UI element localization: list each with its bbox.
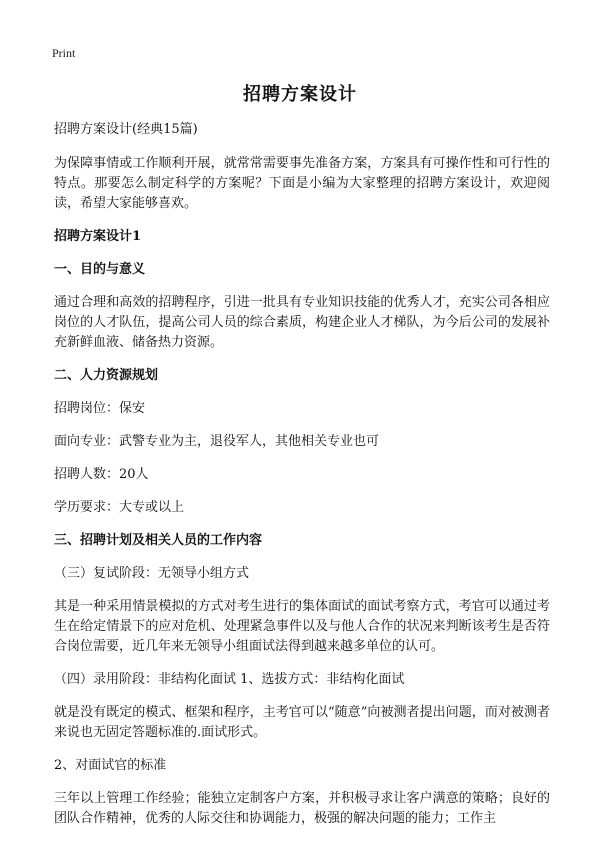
stage-four: （四）录用阶段：非结构化面试 1、选拔方式：非结构化面试 [54,672,405,687]
section-title: 招聘方案设计1 [54,229,142,244]
heading-hr-planning: 二、人力资源规划 [54,368,159,383]
interviewer-standard-paragraph: 三年以上管理工作经验；能独立定制客户方案，并积极寻求让客户满意的策略；良好的团队合作精神，优秀的人际交往和协调能力，极强的解决问题的能力；工作主 [54,791,550,826]
recruit-position: 招聘岗位：保安 [54,401,146,416]
page-title: 招聘方案设计 [243,84,357,105]
document-subtitle: 招聘方案设计(经典15篇) [54,122,198,137]
stage-four-paragraph: 就是没有既定的模式、框架和程序，主考官可以“随意”向被测者提出问题，而对被测者来说也无固定答题标准的.面试形式。 [54,705,550,740]
recruit-count: 招聘人数：20人 [54,467,149,482]
document-body [54,120,550,842]
print-link[interactable]: Print [52,46,76,60]
recruit-major: 面向专业：武警专业为主，退役军人，其他相关专业也可 [54,434,380,449]
intro-paragraph: 为保障事情或工作顺利开展，就常常需要事先准备方案，方案具有可操作性和可行性的特点。那要怎么制定科学的方案呢？下面是小编为大家整理的招聘方案设计，欢迎阅读，希望大家能够喜欢。 [54,156,550,211]
recruit-education: 学历要求：大专或以上 [54,500,185,515]
purpose-paragraph: 通过合理和高效的招聘程序，引进一批具有专业知识技能的优秀人才，充实公司各相应岗位的人才队伍，提高公司人员的综合素质，构建企业人才梯队，为今后公司的发展补充新鲜血液、储备热力资源。 [54,295,550,350]
stage-three-paragraph: 其是一种采用情景模拟的方式对考生进行的集体面试的面试考察方式，考官可以通过考生在给定情景下的应对危机、处理紧急事件以及与他人合作的状况来判断该考生是否符合岗位需要，近几年来无领导小组面试法得到越来越多单位的认可。 [54,599,550,654]
heading-purpose: 一、目的与意义 [54,262,146,277]
heading-plan: 三、招聘计划及相关人员的工作内容 [54,533,263,548]
stage-three: （三）复试阶段：无领导小组方式 [54,566,250,581]
heading-interviewer-standard: 2、对面试官的标准 [54,758,167,773]
